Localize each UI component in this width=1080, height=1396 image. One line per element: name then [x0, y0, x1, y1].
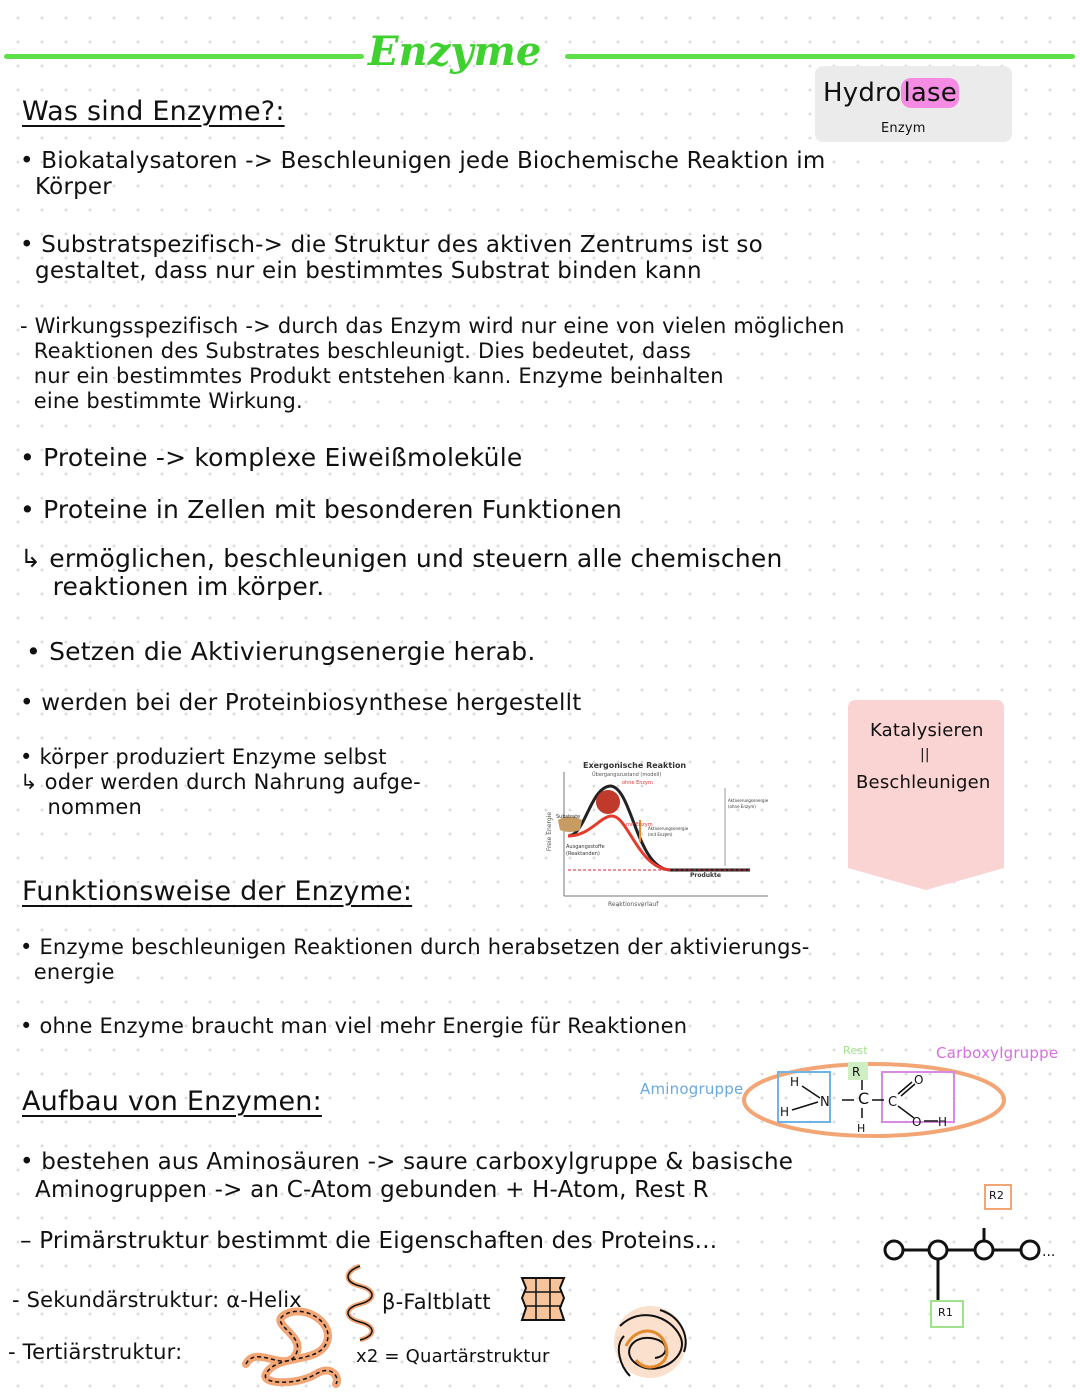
bullet-proteine-zellen: • Proteine in Zellen mit besonderen Funktionen [20, 495, 623, 524]
bullet-proteine: • Proteine -> komplexe Eiweißmoleküle [20, 443, 523, 472]
energy-diagram [540, 758, 780, 913]
label-rest: Rest [843, 1044, 868, 1057]
r1-box [930, 1300, 964, 1328]
bullet-text: Biokatalysatoren -> Beschleunigen jede Biochemische Reaktion im [41, 148, 826, 174]
svg-text:O: O [912, 1115, 922, 1129]
chart-akt-ohne [728, 798, 768, 810]
tertiary-structure-icon [236, 1304, 348, 1388]
svg-text:R: R [852, 1065, 861, 1079]
bullet-text: nur ein bestimmtes Produkt entstehen kann. Enzyme beinhalten [33, 364, 724, 388]
callout-katalysieren [848, 700, 1004, 892]
bullet-text: bestehen aus Aminosäuren -> saure carboxylgruppe & basische [41, 1149, 794, 1175]
bullet-wirkungsspezifisch: - Wirkungsspezifisch -> durch das Enzym wird nur eine von vielen möglichen Reaktionen des Substrates beschleunigt. Dies bedeutet, dass nur ein bestimmtes Produkt entstehen kann. Enzyme beinhalten eine bestimmte Wirkung. [20, 314, 845, 413]
bullet-text: oder werden durch Nahrung aufge- [44, 770, 421, 794]
bullet-text: Proteine in Zellen mit besonderen Funktionen [43, 495, 623, 524]
bullet-beschleunigen: • Enzyme beschleunigen Reaktionen durch herabsetzen der aktivierungs- energie [20, 935, 810, 984]
bullet-text: Substratspezifisch-> die Struktur des aktiven Zentrums ist so [41, 232, 763, 258]
label-aminogruppe: Aminogruppe [640, 1080, 744, 1098]
hydrolase-sub: Enzym [881, 121, 926, 136]
r1-label: R1 [938, 1306, 954, 1319]
section-heading-funktion: Funktionsweise der Enzyme: [22, 876, 413, 907]
amino-acid-structure [742, 1058, 1012, 1140]
chart-ohne-enzym: ohne Enzym [622, 780, 653, 786]
chart-substrate: Substrate [556, 814, 581, 820]
chart-xlabel: Reaktionsverlauf [608, 901, 659, 908]
bullet-text: Körper [35, 174, 112, 200]
r2-label: R2 [989, 1189, 1005, 1202]
bullet-text: Primärstruktur bestimmt die Eigenschaften des Proteins... [39, 1228, 718, 1254]
chart-ausgangsstoffe [566, 844, 605, 858]
bullet-text: energie [33, 960, 115, 984]
chart-akt-mit-1: Aktivierungsenergie [648, 826, 689, 831]
title-line-right [565, 54, 1075, 59]
chart-akt-ohne-2: (ohne Enzym) [728, 804, 756, 809]
bullet-text: Sekundärstruktur: α-Helix [26, 1288, 302, 1312]
svg-text:C: C [888, 1095, 898, 1110]
chart-title: Exergonische Reaktion [583, 761, 687, 770]
chart-subtitle: Übergangszustand (modell) [592, 772, 662, 778]
chart-akt-mit [648, 826, 688, 838]
hydrolase-highlight: lase [903, 78, 957, 108]
svg-text:N: N [820, 1095, 830, 1110]
section-heading-what: Was sind Enzyme?: [22, 96, 285, 127]
chart-produkte: Produkte [690, 872, 721, 879]
svg-text:H: H [938, 1115, 948, 1129]
svg-text:H: H [780, 1105, 790, 1119]
bullet-tertiaerstruktur: - Tertiärstruktur: [8, 1340, 183, 1364]
svg-text:O: O [914, 1073, 924, 1087]
section-heading-aufbau: Aufbau von Enzymen: [22, 1086, 322, 1117]
bullet-text: Tertiärstruktur: [22, 1340, 183, 1364]
chart-mit-enzym: mit Enzym [626, 822, 653, 828]
bullet-text: werden bei der Proteinbiosynthese hergestellt [41, 690, 582, 716]
chart-ausgangsstoffe-1: Ausgangsstoffe [566, 844, 605, 850]
callout-line2: Beschleunigen [856, 772, 991, 793]
bullet-text: ermöglichen, beschleunigen und steuern alle chemischen [49, 544, 783, 573]
bullet-text: nommen [47, 795, 143, 819]
bullet-text: Setzen die Aktivierungsenergie herab. [49, 637, 536, 666]
chart-ylabel: Freie Energie [546, 811, 554, 852]
bullet-sekundaerstruktur: - Sekundärstruktur: α-Helix [12, 1288, 302, 1312]
chart-akt-mit-2: (mit Enzym) [648, 832, 673, 837]
bullet-ohne-enzyme: • ohne Enzyme braucht man viel mehr Energie für Reaktionen [20, 1014, 688, 1038]
title-line-left [4, 54, 364, 59]
hydrolase-prefix: Hydro [823, 78, 902, 108]
hydrolase-box [815, 66, 1012, 142]
bullet-text: Enzyme beschleunigen Reaktionen durch herabsetzen der aktivierungs- [39, 935, 810, 959]
bullet-text: körper produziert Enzyme selbst [39, 745, 387, 769]
bullet-ermoeglichen: ↳ ermöglichen, beschleunigen und steuern alle chemischen reaktionen im körper. [20, 544, 783, 601]
svg-text:...: ... [1042, 1244, 1056, 1260]
bullet-koerper: • körper produziert Enzyme selbst ↳ oder werden durch Nahrung aufge- nommen [20, 745, 421, 819]
bullet-text: reaktionen im körper. [52, 572, 325, 601]
primary-chain [880, 1228, 1075, 1328]
svg-text:H: H [790, 1075, 800, 1089]
label-carboxylgruppe: Carboxylgruppe [936, 1044, 1059, 1062]
bullet-proteinbiosynthese: • werden bei der Proteinbiosynthese hergestellt [20, 690, 582, 716]
svg-text:H: H [857, 1122, 866, 1135]
bullet-text: Wirkungsspezifisch -> durch das Enzym wird nur eine von vielen möglichen [34, 314, 845, 338]
bullet-setzen: • Setzen die Aktivierungsenergie herab. [26, 637, 536, 666]
quartaerstruktur-label: x2 = Quartärstruktur [356, 1346, 550, 1367]
primary-chain-svg [880, 1228, 1075, 1328]
quaternary-structure-icon [600, 1296, 700, 1392]
bullet-substratspezifisch: • Substratspezifisch-> die Struktur des aktiven Zentrums ist so gestaltet, dass nur ein bestimmtes Substrat binden kann [20, 232, 763, 284]
bullet-text: Proteine -> komplexe Eiweißmoleküle [43, 443, 523, 472]
bullet-text: Aminogruppen -> an C-Atom gebunden + H-Atom, Rest R [35, 1177, 709, 1203]
callout-line1: Katalysieren [870, 720, 984, 741]
chart-ausgangsstoffe-2: (Reaktanden) [566, 851, 600, 857]
bullet-biokatalysatoren: • Biokatalysatoren -> Beschleunigen jede Biochemische Reaktion im Körper [20, 148, 826, 200]
hydrolase-label [823, 78, 959, 108]
r2-box [984, 1184, 1012, 1210]
beta-faltblatt-label: β-Faltblatt [382, 1290, 491, 1314]
chart-akt-ohne-1: Aktivierungsenergie [728, 798, 769, 803]
bullet-text: gestaltet, dass nur ein bestimmtes Substrat binden kann [35, 258, 702, 284]
callout-eq: || [920, 747, 930, 763]
bullet-primaerstruktur: – Primärstruktur bestimmt die Eigenschaften des Proteins... [20, 1228, 718, 1254]
beta-sheet-icon [516, 1272, 570, 1326]
page-title: Enzyme [368, 28, 542, 75]
bullet-text: eine bestimmte Wirkung. [33, 389, 303, 413]
bullet-aminosaeuren: • bestehen aus Aminosäuren -> saure carboxylgruppe & basische Aminogruppen -> an C-Atom gebunden + H-Atom, Rest R [20, 1149, 794, 1203]
amino-acid-svg [742, 1058, 1012, 1140]
bullet-text: ohne Enzyme braucht man viel mehr Energie für Reaktionen [39, 1014, 688, 1038]
bullet-text: Reaktionen des Substrates beschleunigt. Dies bedeutet, dass [33, 339, 691, 363]
svg-text:C: C [858, 1089, 870, 1108]
